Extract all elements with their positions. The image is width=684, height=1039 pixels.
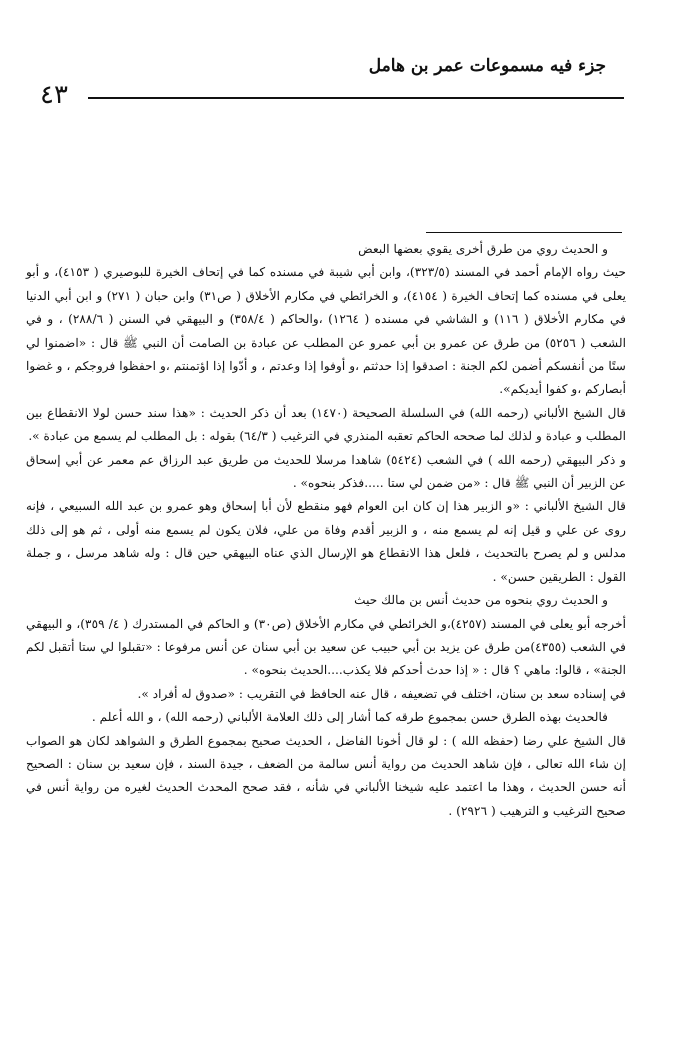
page-number: ٤٣ — [40, 80, 68, 110]
paragraph: و الحديث روي بنحوه من حديث أنس بن مالك حيث — [354, 593, 608, 608]
header-rule — [88, 97, 624, 99]
footnote-body — [26, 238, 626, 823]
footnote-separator — [426, 232, 622, 233]
paragraph: حيث رواه الإمام أحمد في المسند (٣٢٣/٥)، وابن أبي شيبة في مسنده كما في إتحاف الخيرة للبوصيري ( ٤١٥٣)، و أبو يعلى في مسنده كما إتحاف الخيرة ( ٤١٥٤)، و الخرائطي في مكارم الأخلاق ( ص٣١) وابن حبان ( ٢٧١) و ابن أبي الدنيا في مكارم الأخلاق ( ١١٦) و الشاشي في مسنده ( ١٢٦٤) ،والحاكم ( ٣٥٨/٤) و البيهقي في السنن ( ٢٨٨/٦) ، و في الشعب ( ٥٢٥٦) من طرق عن عمرو بن أبي عمرو عن المطلب عن عبادة بن الصامت أن النبي ﷺ قال : «اضمنوا لي ستًا من أنفسكم أضمن لكم الجنة : اصدقوا إذا حدثتم ،و أوفوا إذا وعدتم ، و أدّوا إذا اؤتمنتم ،و احفظوا فروجكم ، و غضوا أبصاركم ،و كفوا أيديكم». — [26, 265, 626, 397]
paragraph: قال الشيخ الألباني : «و الزبير هذا إن كان ابن العوام فهو منقطع لأن أبا إسحاق وهو عمرو بن عبد الله السبيعي ، فإنه روى عن علي و قيل إنه لم يسمع منه ، و الزبير أقدم وفاة من علي، فلان يكون لم يسمع منه أولى ، ثم هو إلى ذلك مدلس و لم يصرح بالتحديث ، فلعل هذا الانقطاع هو الإرسال الذي عناه البيهقي حين قال : وله شاهد مرسل ، و جملة القول : الطريقين حسن» . — [26, 499, 626, 584]
paragraph: و ذكر البيهقي (رحمه الله ) في الشعب (٥٤٢٤) شاهدا مرسلا للحديث من طريق عبد الرزاق عم معمر عن أبي إسحاق عن الزبير أن النبي ﷺ قال : «من ضمن لي ستا .....فذكر بنحوه» . — [26, 452, 626, 491]
paragraph: قال الشيخ علي رضا (حفظه الله ) : لو قال أخونا الفاضل ، الحديث صحيح بمجموع الطرق و الشواهد لكان هو الصواب إن شاء الله تعالى ، فإن شاهد الحديث من رواية أنس سالمة من الضعف ، جيدة السند ، فإن سعيد بن سنان : الصحيح أنه حسن الحديث ، وهذا ما اعتمد عليه شيخنا الألباني في شأنه ، فقد صحح المحدث الحديث لغيره من رواية أنس في صحيح الترغيب و الترهيب ( ٢٩٢٦) . — [26, 733, 626, 818]
paragraph: فالحديث بهذه الطرق حسن بمجموع طرقه كما أشار إلى ذلك العلامة الألباني (رحمه الله) ، و الله أعلم . — [91, 710, 608, 725]
paragraph: أخرجه أبو يعلى في المسند (٤٢٥٧)،و الخرائطي في مكارم الأخلاق (ص٣٠) و الحاكم في المستدرك ( ٤/ ٣٥٩)، و البيهقي في الشعب (٤٣٥٥)من طرق عن يزيد بن أبي حبيب عن سعيد بن أبي سنان عن أنس مرفوعا : «تقبلوا لي ستا أتقبل لكم الجنة» ، قالوا: ماهي ؟ قال : « إذا حدث أحدكم فلا يكذب....الحديث بنحوه» . — [26, 616, 627, 678]
paragraph: و الحديث روي من طرق أخرى يقوي بعضها البعض — [358, 242, 608, 256]
paragraph: في إسناده سعد بن سنان، اختلف في تضعيفه ، قال عنه الحافظ في التقريب : «صدوق له أفراد ». — [137, 686, 626, 701]
running-header-title: جزء فيه مسموعات عمر بن هامل — [368, 56, 606, 76]
paragraph: قال الشيخ الألباني (رحمه الله) في السلسلة الصحيحة (١٤٧٠) بعد أن ذكر الحديث : «هذا سند حسن لولا الانقطاع بين المطلب و عبادة و لذلك لما صححه الحاكم تعقبه المنذري في الترغيب ( ٦٤/٣) بقوله : بل المطلب لم يسمع من عبادة ». — [26, 405, 626, 444]
